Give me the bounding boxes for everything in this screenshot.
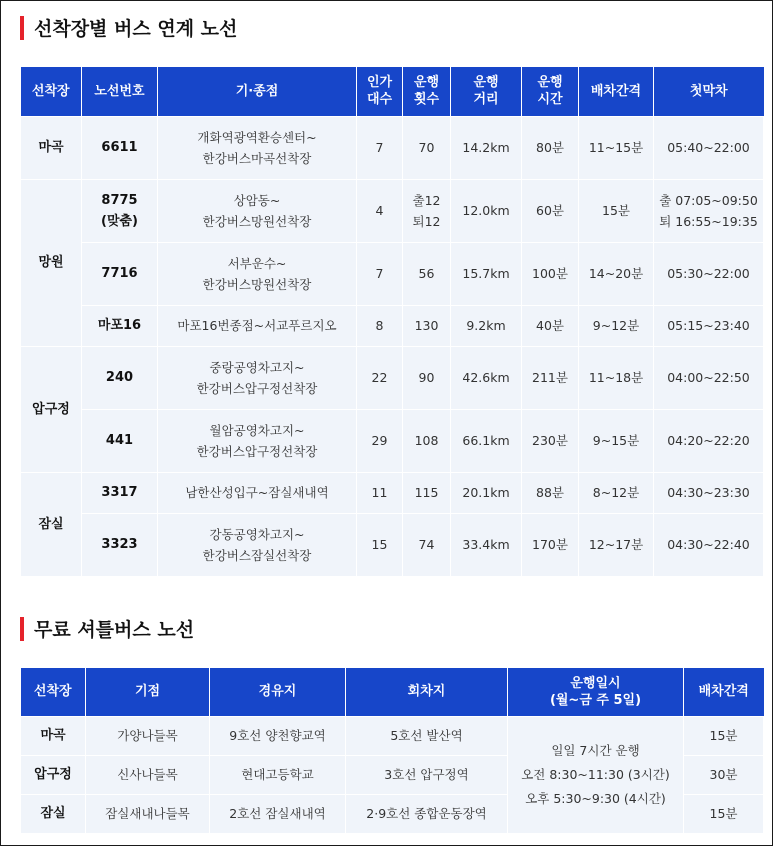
header-permit [357,67,403,116]
interval-cell: 12~17분 [579,513,654,576]
route-number: 마포16 [82,305,158,346]
route-number-line: (맞춤) [101,213,138,229]
header-permit-line: 대수 [366,92,393,108]
firstlast-cell: 04:00~22:50 [654,346,764,409]
header-runs [403,67,451,116]
header-runs-line: 횟수 [413,92,440,108]
endpoints-cell [158,242,357,305]
endpoint-line: 한강버스마곡선착장 [202,150,312,166]
route-number: 441 [82,409,158,472]
origin-cell: 가양나들목 [86,716,210,755]
time-cell: 88분 [522,472,579,513]
interval-cell: 9~12분 [579,305,654,346]
distance-cell: 9.2km [451,305,522,346]
runs-cell [403,179,451,242]
firstlast-cell: 05:30~22:00 [654,242,764,305]
table-header-row [21,67,764,116]
permit-cell: 7 [357,242,403,305]
schedule-cell [508,716,684,833]
header-stop: 선착장 [21,67,82,116]
stop-cell: 잠실 [21,472,82,576]
time-cell: 100분 [522,242,579,305]
endpoint-line: 강동공영차고지~ [209,526,305,542]
time-cell: 170분 [522,513,579,576]
header-route: 노선번호 [82,67,158,116]
route-number-line: 8775 [101,192,138,208]
firstlast-cell: 04:30~22:40 [654,513,764,576]
header-via: 경유지 [210,668,346,716]
firstlast-line: 퇴 16:55~19:35 [659,213,758,229]
header-stop: 선착장 [21,668,86,716]
time-cell: 60분 [522,179,579,242]
endpoints-cell: 마포16번종점~서교푸르지오 [158,305,357,346]
endpoints-cell [158,513,357,576]
header-distance-line: 운행 [473,75,499,91]
turn-cell: 5호선 발산역 [346,716,508,755]
distance-cell: 15.7km [451,242,522,305]
permit-cell: 8 [357,305,403,346]
time-cell: 211분 [522,346,579,409]
endpoint-line: 한강버스망원선착장 [202,276,312,292]
header-time-line: 시간 [537,92,563,108]
endpoint-line: 한강버스잠실선착장 [202,547,312,563]
interval-cell: 15분 [579,179,654,242]
interval-cell: 11~18분 [579,346,654,409]
runs-line: 출12 [412,192,441,208]
permit-cell: 15 [357,513,403,576]
time-cell: 80분 [522,116,579,179]
endpoint-line: 상암동~ [233,192,281,208]
firstlast-cell: 05:40~22:00 [654,116,764,179]
time-cell: 230분 [522,409,579,472]
route-number: 3323 [82,513,158,576]
header-permit-line: 인가 [366,75,393,91]
title-accent-bar [20,617,24,641]
via-cell: 2호선 잠실새내역 [210,794,346,833]
header-turn: 회차지 [346,668,508,716]
bus-routes-table [20,67,764,577]
schedule-line: 오전 8:30~11:30 (3시간) [521,766,670,782]
header-interval: 배차간격 [579,67,654,116]
route-number: 3317 [82,472,158,513]
permit-cell: 22 [357,346,403,409]
header-interval: 배차간격 [684,668,764,716]
firstlast-cell [654,179,764,242]
header-schedule [508,668,684,716]
section-title-text: 선착장별 버스 연계 노선 [34,18,238,40]
route-number: 7716 [82,242,158,305]
stop-cell: 압구정 [21,346,82,472]
turn-cell: 2·9호선 종합운동장역 [346,794,508,833]
section-title-text: 무료 셔틀버스 노선 [34,619,195,641]
via-cell: 9호선 양천향교역 [210,716,346,755]
stop-cell: 망원 [21,179,82,346]
distance-cell: 42.6km [451,346,522,409]
schedule-line: 일일 7시간 운행 [551,742,640,758]
runs-cell: 115 [403,472,451,513]
interval-cell: 15분 [684,794,764,833]
stop-cell: 마곡 [21,116,82,179]
endpoints-cell [158,179,357,242]
distance-cell: 12.0km [451,179,522,242]
endpoint-line: 월암공영차고지~ [209,422,305,438]
runs-cell: 130 [403,305,451,346]
distance-cell: 33.4km [451,513,522,576]
stop-cell: 잠실 [21,794,86,833]
interval-cell: 9~15분 [579,409,654,472]
endpoints-cell: 남한산성입구~잠실새내역 [158,472,357,513]
via-cell: 현대고등학교 [210,755,346,794]
route-number [82,179,158,242]
route-number: 6611 [82,116,158,179]
runs-line: 퇴12 [412,213,441,229]
table-row [21,472,764,513]
endpoints-cell [158,116,357,179]
section-title-shuttle [20,615,194,642]
endpoint-line: 한강버스망원선착장 [202,213,312,229]
header-time-line: 운행 [537,75,563,91]
firstlast-cell: 04:30~23:30 [654,472,764,513]
permit-cell: 29 [357,409,403,472]
distance-cell: 20.1km [451,472,522,513]
header-distance [451,67,522,116]
endpoint-line: 개화역광역환승센터~ [197,129,317,145]
table-header-row [21,668,764,716]
header-schedule-line: 운행일시 [570,675,621,691]
runs-cell: 108 [403,409,451,472]
section-title-bus-routes [20,14,237,41]
table-row [21,242,764,305]
endpoint-line: 중랑공영차고지~ [209,359,305,375]
table-row [21,179,764,242]
origin-cell: 잠실새내나들목 [86,794,210,833]
endpoints-cell [158,346,357,409]
origin-cell: 신사나들목 [86,755,210,794]
stop-cell: 마곡 [21,716,86,755]
interval-cell: 8~12분 [579,472,654,513]
endpoint-line: 한강버스압구정선착장 [196,380,318,396]
time-cell: 40분 [522,305,579,346]
header-schedule-line: (월~금 주 5일) [549,692,642,708]
interval-cell: 11~15분 [579,116,654,179]
table-row [21,346,764,409]
table-row [21,116,764,179]
permit-cell: 11 [357,472,403,513]
permit-cell: 4 [357,179,403,242]
header-time [522,67,579,116]
route-number: 240 [82,346,158,409]
firstlast-cell: 04:20~22:20 [654,409,764,472]
schedule-line: 오후 5:30~9:30 (4시간) [525,790,666,806]
header-endpoints: 기·종점 [158,67,357,116]
interval-cell: 14~20분 [579,242,654,305]
runs-cell: 56 [403,242,451,305]
endpoint-line: 서부운수~ [227,255,287,271]
header-runs-line: 운행 [413,75,440,91]
table-row [21,716,764,755]
table-row [21,409,764,472]
table-row [21,513,764,576]
header-firstlast: 첫막차 [654,67,764,116]
title-accent-bar [20,16,24,40]
firstlast-cell: 05:15~23:40 [654,305,764,346]
firstlast-line: 출 07:05~09:50 [659,192,758,208]
table-row [21,305,764,346]
distance-cell: 66.1km [451,409,522,472]
runs-cell: 70 [403,116,451,179]
interval-cell: 30분 [684,755,764,794]
runs-cell: 74 [403,513,451,576]
shuttle-routes-table [20,668,764,834]
interval-cell: 15분 [684,716,764,755]
endpoints-cell [158,409,357,472]
turn-cell: 3호선 압구정역 [346,755,508,794]
endpoint-line: 한강버스압구정선착장 [196,443,318,459]
stop-cell: 압구정 [21,755,86,794]
runs-cell: 90 [403,346,451,409]
header-distance-line: 거리 [473,92,499,108]
header-origin: 기점 [86,668,210,716]
permit-cell: 7 [357,116,403,179]
distance-cell: 14.2km [451,116,522,179]
